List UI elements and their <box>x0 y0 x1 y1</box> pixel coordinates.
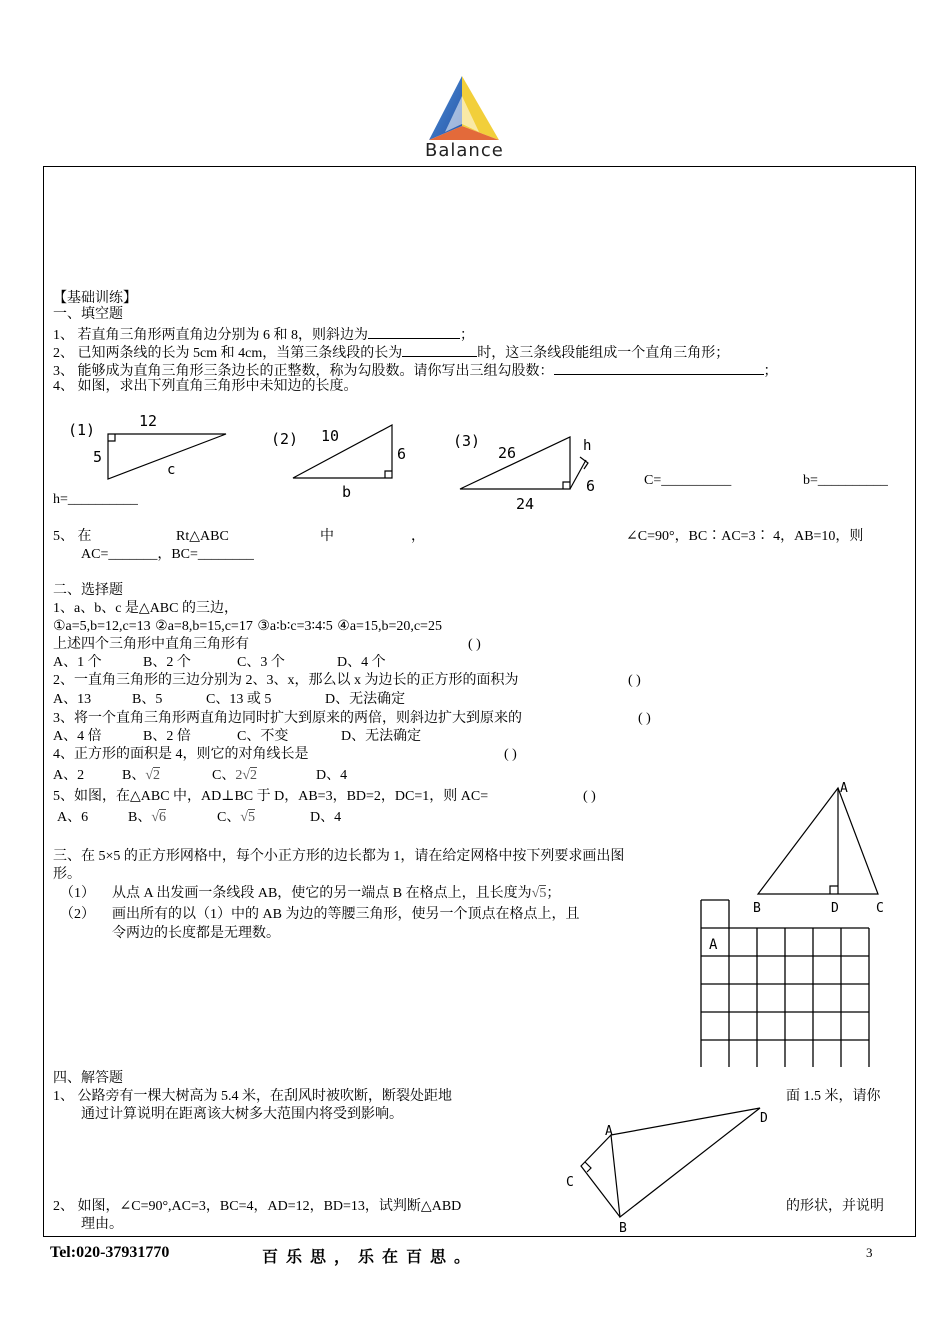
page-number: 3 <box>866 1245 873 1260</box>
choice-label: C、 <box>212 768 236 783</box>
p2-q5-paren: ( ) <box>583 789 596 804</box>
radicand: 2 <box>153 768 161 783</box>
fig1-num: (1) <box>68 421 96 439</box>
fig2-num: (2) <box>271 430 299 448</box>
p2-q1-options: ①a=5,b=12,c=13 ②a=8,b=15,c=17 ③a∶b∶c=3∶4∶5 ④a=15,b=20,c=25 <box>53 619 442 634</box>
choice-label: B、 <box>122 768 146 783</box>
sqrt-symbol: √ <box>531 886 540 901</box>
label-b: B <box>753 901 761 916</box>
quadrilateral-figure <box>558 1100 778 1235</box>
p2-q1-choice-d[interactable]: D、4 个 <box>337 655 386 670</box>
p1-q1-end: ； <box>460 328 474 343</box>
answer-blank[interactable] <box>554 360 764 375</box>
p2-q1: 1、a、b、c 是△ABC 的三边， <box>53 601 238 616</box>
p1-q4: 4、 如图，求出下列直角三角形中未知边的长度。 <box>53 379 358 394</box>
sqrt-symbol: √ <box>151 810 160 825</box>
p2-q3-paren: ( ) <box>638 711 651 726</box>
sqrt-symbol: √ <box>242 768 251 783</box>
p2-q2: 2、一直角三角形的三边分别为 2、3、x，那么以 x 为边长的正方形的面积为 <box>53 673 519 688</box>
label-a: A <box>840 781 848 796</box>
p1-q5-b: Rt△ABC <box>176 529 229 544</box>
p1-q2-text-b: 时，这三条线段能组成一个直角三角形； <box>477 346 730 361</box>
section-title: 【基础训练】 <box>53 291 137 306</box>
p4-q1-a: 1、 公路旁有一棵大树高为 5.4 米，在刮风时被吹断，断裂处距地 <box>53 1089 452 1104</box>
p2-q2-choice-c[interactable]: C、13 或 5 <box>206 692 272 707</box>
p1-q3-text: 3、 能够成为直角三角形三条边长的正整数，称为勾股数。请你写出三组勾股数： <box>53 364 554 379</box>
p3-item2-a: 画出所有的以（1）中的 AB 为边的等腰三角形，使另一个顶点在格点上，且 <box>112 907 580 922</box>
p1-q5-d: ， <box>411 529 425 544</box>
p2-q2-paren: ( ) <box>628 673 641 688</box>
logo <box>415 68 525 166</box>
p2-q5-choice-b[interactable] <box>128 809 166 827</box>
fig3-bottom: 24 <box>516 495 535 513</box>
part1-title: 一、填空题 <box>53 307 123 322</box>
fig3-hyp: 26 <box>498 444 517 462</box>
fig1-hyp: c <box>167 462 176 478</box>
fig3-num: (3) <box>453 432 481 450</box>
p4-q2-b: 的形状，并说明 <box>786 1199 884 1214</box>
label-c: C <box>566 1175 574 1190</box>
p1-q5-e: ∠C=90°，BC∶AC=3∶ 4，AB=10，则 <box>626 529 864 544</box>
p2-q4-choice-a[interactable]: A、2 <box>53 768 85 783</box>
fig1-left: 5 <box>93 448 103 466</box>
p4-q2-a: 2、 如图，∠C=90°,AC=3，BC=4，AD=12，BD=13，试判断△ABD <box>53 1199 462 1214</box>
p3-item1-num: （1） <box>60 886 95 901</box>
radicand: 5 <box>248 810 256 825</box>
p3-item1 <box>112 885 560 903</box>
part2-title: 二、选择题 <box>53 583 123 598</box>
p2-q3-choice-d[interactable]: D、无法确定 <box>341 729 422 744</box>
p1-q1-text: 1、 若直角三角形两直角边分别为 6 和 8，则斜边为 <box>53 328 368 343</box>
label-c: C <box>876 901 884 916</box>
p2-q4: 4、正方形的面积是 4，则它的对角线长是 <box>53 747 309 762</box>
p2-q4-paren: ( ) <box>504 747 517 762</box>
figure-2 <box>293 425 392 478</box>
p2-q4-choice-c[interactable] <box>212 767 257 785</box>
sqrt-symbol: √ <box>145 768 154 783</box>
p4-q2-c: 理由。 <box>81 1217 123 1232</box>
sqrt-symbol: √ <box>240 810 249 825</box>
fig2-hyp: 10 <box>321 427 340 445</box>
p2-q1-choice-a[interactable]: A、1 个 <box>53 655 102 670</box>
p2-q3-choice-c[interactable]: C、不变 <box>237 729 289 744</box>
fig1-top: 12 <box>139 412 158 430</box>
grid-figure[interactable] <box>698 897 870 1067</box>
p2-q1-choice-c[interactable]: C、3 个 <box>237 655 285 670</box>
answer-b: b=__________ <box>803 473 888 488</box>
q4-figures <box>55 405 615 515</box>
p2-q1-paren: ( ) <box>468 637 481 652</box>
fig3-h: h <box>583 438 592 454</box>
label-d: D <box>831 901 839 916</box>
coefficient: 2 <box>235 768 243 783</box>
p1-q2-text-a: 2、 已知两条线的长为 5cm 和 4cm，当第三条线段的长为 <box>53 346 403 361</box>
p4-q1-c: 通过计算说明在距离该大树多大范围内将受到影响。 <box>81 1107 403 1122</box>
choice-label: C、 <box>217 810 241 825</box>
answer-h: h=__________ <box>53 492 138 507</box>
p4-q1-b: 面 1.5 米，请你 <box>786 1089 881 1104</box>
fig2-right: 6 <box>397 445 407 463</box>
choice-label: B、 <box>128 810 152 825</box>
p2-q5-choice-a[interactable]: A、6 <box>57 810 89 825</box>
p2-q1-stem: 上述四个三角形中直角三角形有 <box>53 637 249 652</box>
grid-point-a: A <box>709 937 718 953</box>
p3-text-1: 三、在 5×5 的正方形网格中，每个小正方形的边长都为 1，请在给定网格中按下列要求画出图 <box>53 849 625 864</box>
p3-item1-end: ； <box>546 886 561 901</box>
p2-q2-choice-d[interactable]: D、无法确定 <box>325 692 406 707</box>
footer-slogan: 百 乐 思 ， 乐 在 百 思 。 <box>262 1249 473 1266</box>
radicand: 5 <box>539 886 547 901</box>
logo-triangle-icon <box>415 68 525 148</box>
p1-q5-c: 中 <box>320 529 334 544</box>
p3-item1-text: 从点 A 出发画一条线段 AB，使它的另一端点 B 在格点上，且长度为 <box>112 886 532 901</box>
label-a: A <box>605 1124 613 1139</box>
p3-item2-num: （2） <box>60 907 95 922</box>
p2-q3-choice-b[interactable]: B、2 倍 <box>143 729 191 744</box>
p2-q2-choice-b[interactable]: B、5 <box>132 692 163 707</box>
answer-blank[interactable] <box>402 342 477 357</box>
label-b: B <box>619 1221 627 1235</box>
p2-q1-choice-b[interactable]: B、2 个 <box>143 655 191 670</box>
footer-tel: Tel:020-37931770 <box>50 1244 170 1261</box>
radicand: 6 <box>159 810 167 825</box>
p2-q5-choice-d[interactable]: D、4 <box>310 810 342 825</box>
fig2-bottom: b <box>342 483 352 501</box>
p3-text-2: 形。 <box>53 867 81 882</box>
label-d: D <box>760 1111 768 1126</box>
radicand: 2 <box>250 768 258 783</box>
p2-q3-choice-a[interactable]: A、4 倍 <box>53 729 102 744</box>
p2-q4-choice-b[interactable] <box>122 767 160 785</box>
p1-q3-end: ； <box>763 364 778 379</box>
answer-blank[interactable] <box>368 324 460 339</box>
p2-q5-choice-c[interactable] <box>217 809 255 827</box>
part4-title: 四、解答题 <box>53 1071 123 1086</box>
p2-q4-choice-d[interactable]: D、4 <box>316 768 348 783</box>
p1-q5-f: AC=_______，BC=________ <box>81 547 254 562</box>
p2-q2-choice-a[interactable]: A、13 <box>53 692 92 707</box>
p1-q5-a: 5、 在 <box>53 529 92 544</box>
p3-item2-b: 令两边的长度都是无理数。 <box>112 926 280 941</box>
fig3-six: 6 <box>586 477 596 495</box>
p2-q3: 3、将一个直角三角形两直角边同时扩大到原来的两倍，则斜边扩大到原来的 <box>53 711 522 726</box>
answer-c: C=__________ <box>644 473 732 488</box>
p2-q5: 5、如图，在△ABC 中，AD⊥BC 于 D，AB=3，BD=2，DC=1，则 AC= <box>53 789 489 804</box>
logo-text: Balance <box>425 140 504 161</box>
